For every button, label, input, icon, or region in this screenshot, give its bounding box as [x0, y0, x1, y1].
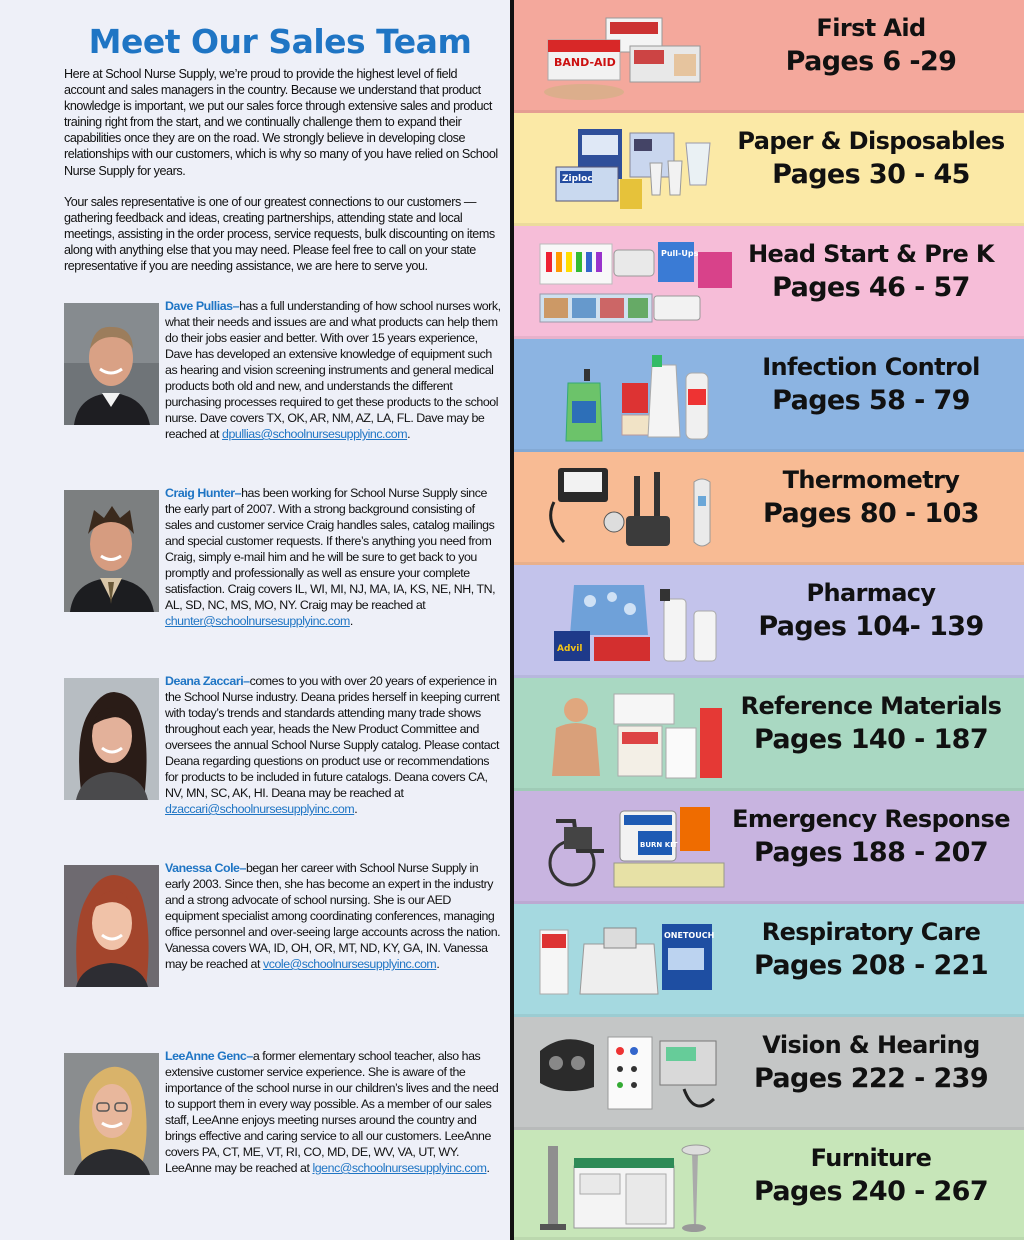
section-label	[726, 125, 1016, 193]
avatar	[64, 1053, 159, 1175]
section-label	[726, 1142, 1016, 1210]
bio-end: .	[486, 1161, 490, 1175]
section-infection-control[interactable]	[514, 339, 1024, 452]
section-pages: Pages 104- 139	[758, 611, 984, 642]
section-furniture[interactable]	[514, 1130, 1024, 1240]
section-pages: Pages 6 -29	[785, 46, 957, 77]
respiratory-label: ONETOUCH	[664, 931, 715, 940]
avatar	[64, 678, 159, 800]
section-category: Emergency Response	[732, 805, 1010, 833]
section-label	[726, 690, 1016, 758]
paper-label: Ziploc	[562, 174, 593, 184]
intro-paragraph-2: Your sales representative is one of our greatest connections to our customers — gathering feedback and ideas, creating partnerships, attending state and local meetings, assisting in the order process, service requests, bulk discounting on items along with anything else that you may need. Please feel free to call on your state representative if you are needing assistance, we are here to serve you.	[64, 194, 495, 274]
emergency-products-image	[534, 801, 734, 894]
section-category: Furniture	[810, 1144, 932, 1172]
team-member-name: Deana Zaccari–	[165, 674, 250, 688]
first-aid-label: BAND-AID	[554, 56, 616, 69]
section-category: Pharmacy	[806, 579, 936, 607]
head-start-products-image	[534, 236, 734, 329]
section-label	[726, 238, 1016, 306]
paper-products-image	[534, 123, 734, 216]
intro-text	[64, 66, 500, 289]
team-member-dave	[64, 299, 504, 441]
team-member-name: Craig Hunter–	[165, 486, 242, 500]
section-pages: Pages 30 - 45	[772, 159, 970, 190]
section-pages: Pages 188 - 207	[753, 837, 989, 868]
section-emergency-response[interactable]	[514, 791, 1024, 904]
team-member-leeanne	[64, 1049, 504, 1183]
furniture-products-image	[534, 1140, 734, 1233]
bio-end: .	[349, 614, 353, 628]
section-label	[726, 1029, 1016, 1097]
thermometry-products-image	[534, 462, 734, 555]
avatar	[64, 490, 159, 612]
team-member-vanessa	[64, 861, 504, 995]
team-member-bio	[165, 1048, 501, 1176]
section-category: Vision & Hearing	[762, 1031, 980, 1059]
email-link[interactable]: dzaccari@schoolnursesupplyinc.com	[165, 802, 355, 816]
head-start-label: Pull-Ups	[661, 249, 699, 258]
bio-end: .	[407, 427, 411, 441]
sales-team-column	[0, 0, 510, 1240]
section-pages: Pages 80 - 103	[763, 498, 979, 529]
section-pharmacy[interactable]	[514, 565, 1024, 678]
section-label	[726, 803, 1016, 871]
section-category: Thermometry	[782, 466, 960, 494]
section-thermometry[interactable]	[514, 452, 1024, 565]
bio-end: .	[436, 957, 440, 971]
section-label	[726, 12, 1016, 80]
bio-text: began her career with School Nurse Supply in early 2003. Since then, she has become an expert in the industry and a strong advocate of school nursing. She is our AED equipment specialist among coordinating conferences, managing office personnel and over-seeing large accounts across the nation. Vanessa covers WA, ID, OH, OR, MT, ND, KY, GA, IN. Vanessa may be reached at	[165, 861, 501, 971]
avatar	[64, 303, 159, 425]
section-pages: Pages 46 - 57	[772, 272, 970, 303]
section-label	[726, 916, 1016, 984]
email-link[interactable]: dpullias@schoolnursesupplyinc.com	[222, 427, 408, 441]
section-label	[726, 577, 1016, 645]
section-pages: Pages 58 - 79	[772, 385, 970, 416]
team-member-deana	[64, 674, 504, 816]
section-category: Infection Control	[762, 353, 980, 381]
section-label	[726, 351, 1016, 419]
section-label	[726, 464, 1016, 532]
infection-control-products-image	[534, 349, 734, 442]
section-pages: Pages 140 - 187	[753, 724, 989, 755]
pharmacy-products-image	[534, 575, 734, 668]
respiratory-products-image	[534, 914, 734, 1007]
section-head-start-pre-k[interactable]	[514, 226, 1024, 339]
bio-text: a former elementary school teacher, also has extensive customer service experience. She is aware of the importance of the school nurse in our children’s lives and the need to support them in every way possible. As a member of our sales staff, LeeAnne enjoys meeting nurses around the country and brings effective and caring service to all our customers. LeeAnne covers PA, CT, ME, VT, RI, CO, MD, DE, WV, VA, UT, WY. LeeAnne may be reached at	[165, 1049, 499, 1175]
section-pages: Pages 240 - 267	[753, 1176, 989, 1207]
first-aid-products-image	[534, 10, 734, 103]
bio-end: .	[354, 802, 358, 816]
email-link[interactable]: chunter@schoolnursesupplyinc.com	[165, 614, 350, 628]
email-link[interactable]: vcole@schoolnursesupplyinc.com	[262, 957, 437, 971]
section-paper-disposables[interactable]	[514, 113, 1024, 226]
intro-paragraph-1: Here at School Nurse Supply, we’re proud to provide the highest level of field account and sales managers in the country. Because we understand that product knowledge is important, we put our sales force through extensive sales and product training right from the start, and we continually challenge them to expand their capabilities once they are on the road. We strongly believe in developing close relationships with our customers, which is why so many of you have relied on School Nurse Supply for years.	[64, 67, 498, 178]
section-category: Head Start & Pre K	[748, 240, 994, 268]
section-reference-materials[interactable]	[514, 678, 1024, 791]
section-respiratory-care[interactable]	[514, 904, 1024, 1017]
bio-text: has a full understanding of how school nurses work, what their needs and issues are and what products can help them do their jobs easier and better. With over 15 years experience, Dave has developed an extensive knowledge of equipment such as hearing and vision screening instruments and general medical products both old and new, and understands the different purchasing processes required to get these products to the school nurse. Dave covers TX, OK, AR, NM, AZ, LA, FL. Dave may be reached at	[165, 299, 501, 441]
section-category: Reference Materials	[740, 692, 1002, 720]
section-vision-hearing[interactable]	[514, 1017, 1024, 1130]
team-member-craig	[64, 486, 504, 628]
section-first-aid[interactable]	[514, 0, 1024, 113]
team-member-bio	[165, 485, 501, 629]
team-member-name: Dave Pullias–	[165, 299, 240, 313]
catalog-index	[514, 0, 1024, 1240]
team-member-bio	[165, 673, 501, 817]
email-link[interactable]: lgenc@schoolnursesupplyinc.com	[312, 1161, 487, 1175]
team-member-name: Vanessa Cole–	[165, 861, 246, 875]
team-member-name: LeeAnne Genc–	[165, 1049, 253, 1063]
section-pages: Pages 208 - 221	[753, 950, 989, 981]
section-category: First Aid	[816, 14, 926, 42]
bio-text: has been working for School Nurse Supply since the early part of 2007. With a strong background consisting of sales and customer service Craig handles sales, catalog mailings and special customer requests. If there’s anything you need from Craig, simply e-mail him and he will be sure to get back to you promptly and professionally as well as ensure your complete satisfaction. Craig covers IL, WI, MI, NJ, MA, IA, KS, NE, NH, TN, AL, SD, NC, MS, MO, NY. Craig may be reached at	[165, 486, 496, 612]
section-pages: Pages 222 - 239	[753, 1063, 989, 1094]
vision-hearing-products-image	[534, 1027, 734, 1120]
team-member-bio	[165, 298, 501, 442]
section-category: Paper & Disposables	[737, 127, 1005, 155]
avatar	[64, 865, 159, 987]
pharmacy-label: Advil	[557, 644, 583, 654]
section-category: Respiratory Care	[761, 918, 981, 946]
bio-text: comes to you with over 20 years of experience in the School Nurse industry. Deana prides herself in keeping current with today’s trends and standards attending many trade shows throughout each year, heads the New Product Committee and oversees the annual School Nurse Supply catalog. Please contact Deana regarding questions on product use or recommendations for products to be included in future catalogs. Deana covers CA, NV, MN, SC, AK, HI. Deana may be reached at	[165, 674, 500, 800]
reference-products-image	[534, 688, 734, 781]
page-title: Meet Our Sales Team	[88, 22, 472, 61]
team-member-bio	[165, 860, 501, 972]
emergency-label: BURN KIT	[640, 841, 678, 849]
